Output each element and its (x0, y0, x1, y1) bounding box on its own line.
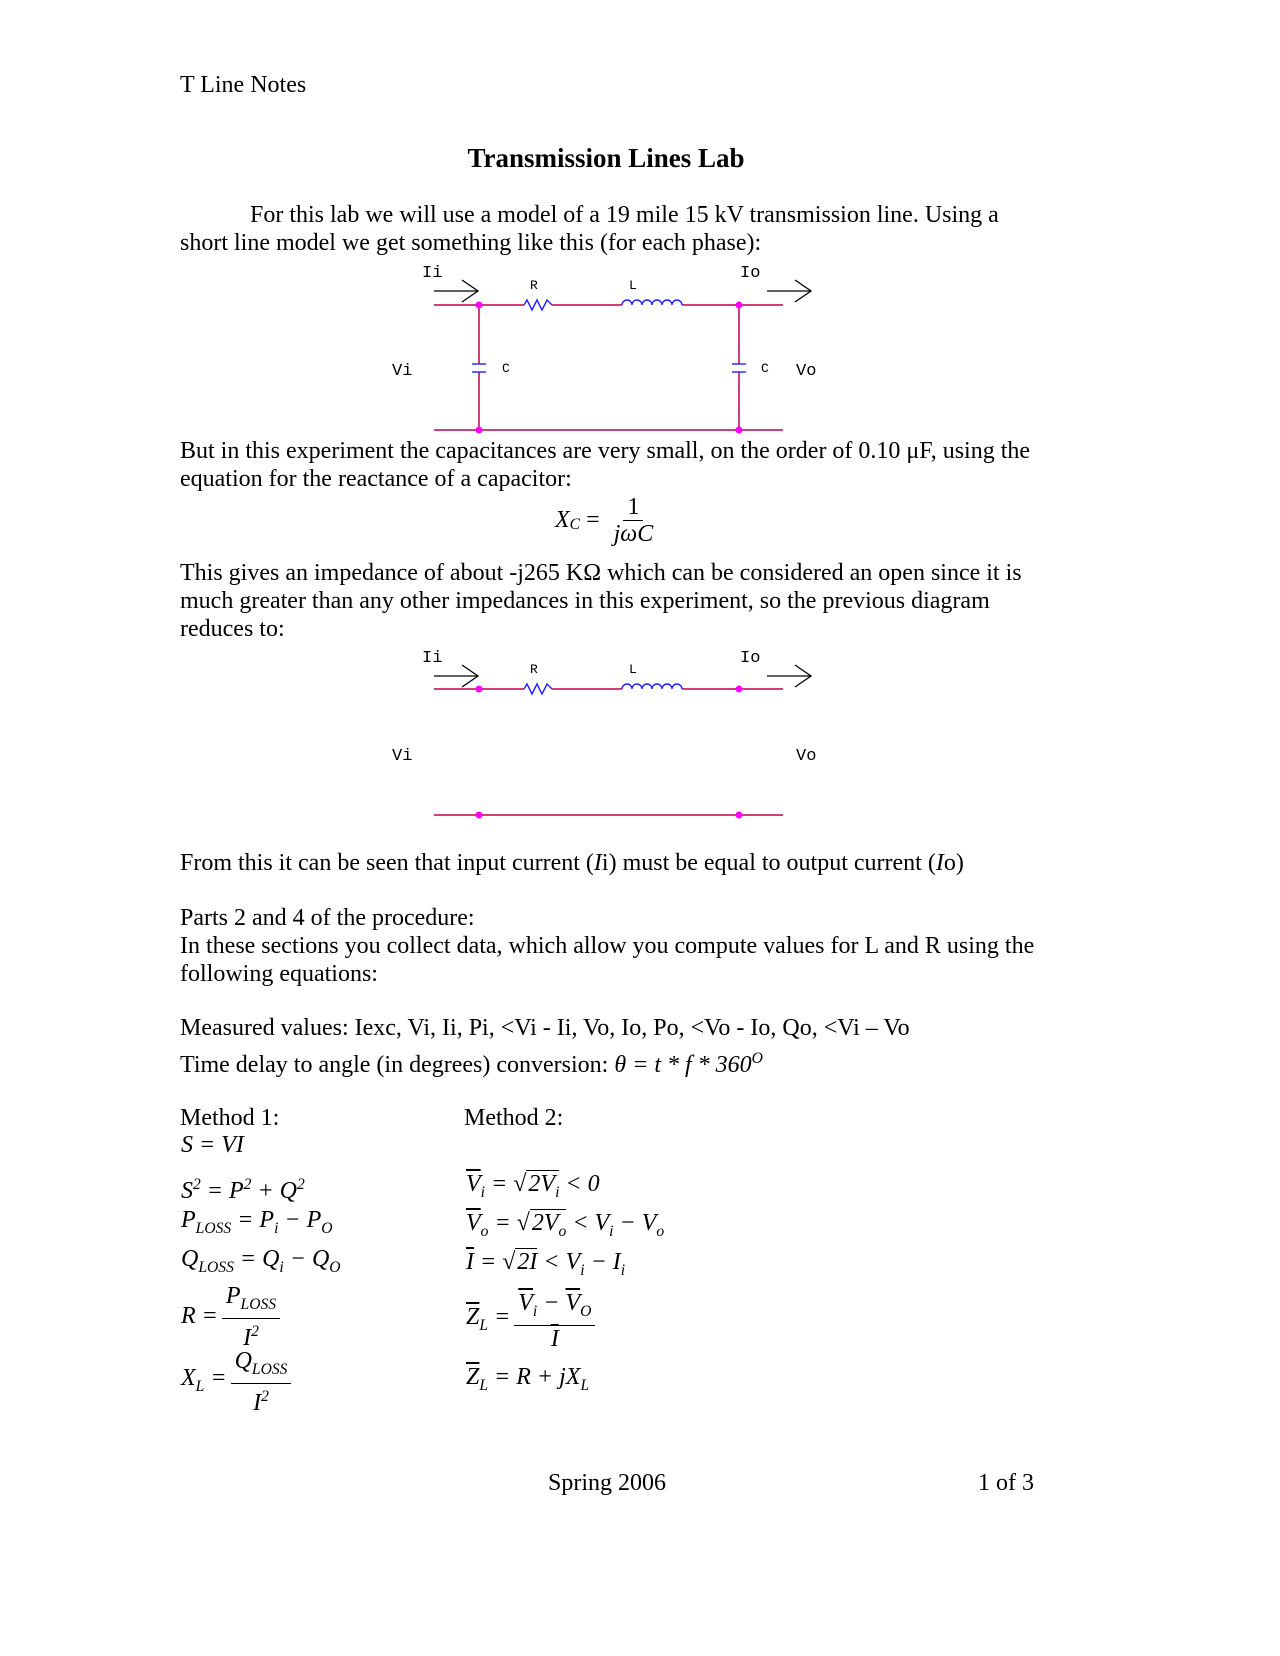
page-title: Transmission Lines Lab (467, 143, 745, 173)
time-delay-conversion: Time delay to angle (in degrees) conversion: $\theta = t * f * 360^O$ (180, 1050, 763, 1078)
para2-line-2: equation for the reactance of a capacitor: (180, 466, 572, 492)
current-arrow-ii (434, 280, 478, 302)
label-ii: Ii (422, 264, 443, 283)
parts-line-1: Parts 2 and 4 of the procedure: (180, 905, 475, 931)
capacitor-left (472, 364, 486, 372)
eq-ploss: $P_{LOSS} = P_i - P_O$ (181, 1207, 333, 1237)
measured-values: Measured values: Iexc, Vi, Ii, Pi, <Vi - Ii, Vo, Io, Po, <Vo - Io, Qo, <Vi – Vo (180, 1015, 910, 1041)
label-l: L (629, 278, 637, 293)
eq-i-phasor: $\overline{I} = √2I < V_i - I_i$ (466, 1249, 626, 1279)
label-vi: Vi (392, 747, 413, 766)
eq-vi-phasor: $\overline{V}_i = √2V_i < 0$ (466, 1171, 600, 1201)
label-io: Io (740, 649, 761, 668)
label-io: Io (740, 264, 761, 283)
current-arrow-io (767, 280, 811, 302)
short-line-circuit-diagram (380, 643, 840, 828)
para2-line-1: But in this experiment the capacitances are very small, on the order of 0.10 μF, using the (180, 438, 1031, 464)
label-ii: Ii (422, 649, 443, 668)
eq-zl-complex: $\overline{Z}_L = R + jX_L$ (466, 1364, 590, 1394)
equation-xc: X $_C$ = $\frac{1}{\text{jωC}}$ (555, 494, 654, 547)
current-arrow-ii (434, 665, 478, 687)
header-text: T Line Notes (180, 72, 307, 98)
pi-model-circuit-diagram (380, 258, 840, 438)
inductor-l (622, 684, 682, 689)
parts-line-2: In these sections you collect data, which allow you compute values for L and R using the (180, 933, 1035, 959)
label-vi: Vi (392, 362, 413, 381)
eq-s-vi: S = VI (181, 1132, 244, 1158)
method-1-label: Method 1: (180, 1105, 280, 1131)
label-r: R (530, 278, 538, 293)
eq-s-squared: $S^2 = P^2 + Q^2$ (181, 1176, 305, 1204)
method-2-label: Method 2: (464, 1105, 564, 1131)
eq-r: R = $\frac{P_{LOSS}}{I^2}$ (181, 1283, 284, 1351)
capacitor-right (732, 364, 746, 372)
para3-line-1: This gives an impedance of about -j265 KΩ which can be considered an open since it is (180, 560, 1022, 586)
para3-line-2: much greater than any other impedances in this experiment, so the previous diagram (180, 588, 990, 614)
eq-zl-ratio: $\overline{Z}_L$ = $\frac{\overline{V}_i - \overline{V}_O}{I}$ (466, 1290, 599, 1352)
inductor-l (622, 300, 682, 305)
nodes (476, 302, 743, 434)
wires (434, 689, 783, 815)
current-arrow-io (767, 665, 811, 687)
para3-line-3: reduces to: (180, 616, 285, 642)
eq-xl: $X_L$ = $\frac{Q_{LOSS}}{I^2}$ (181, 1348, 295, 1416)
eq-qloss: $Q_{LOSS} = Q_i - Q_O$ (181, 1246, 341, 1276)
wires (434, 305, 783, 430)
eq-vo-phasor: $\overline{V}_o = √2V_o < V_i - V_o$ (466, 1210, 665, 1240)
footer-date: Spring 2006 (548, 1470, 667, 1496)
resistor-r (524, 300, 552, 310)
label-c-right: C (761, 361, 769, 376)
intro-line-2: short line model we get something like this (for each phase): (180, 230, 762, 256)
label-vo: Vo (796, 747, 817, 766)
label-c-left: C (502, 361, 510, 376)
label-vo: Vo (796, 362, 817, 381)
nodes (476, 686, 743, 819)
footer-page-number: 1 of 3 (978, 1470, 1034, 1496)
label-l: L (629, 662, 637, 677)
parts-line-3: following equations: (180, 961, 378, 987)
intro-line-1: For this lab we will use a model of a 19 mile 15 kV transmission line. Using a (250, 202, 999, 228)
para4-current-equality: From this it can be seen that input current (Ii) must be equal to output current (Io) (180, 850, 964, 876)
label-r: R (530, 662, 538, 677)
resistor-r (524, 684, 552, 694)
